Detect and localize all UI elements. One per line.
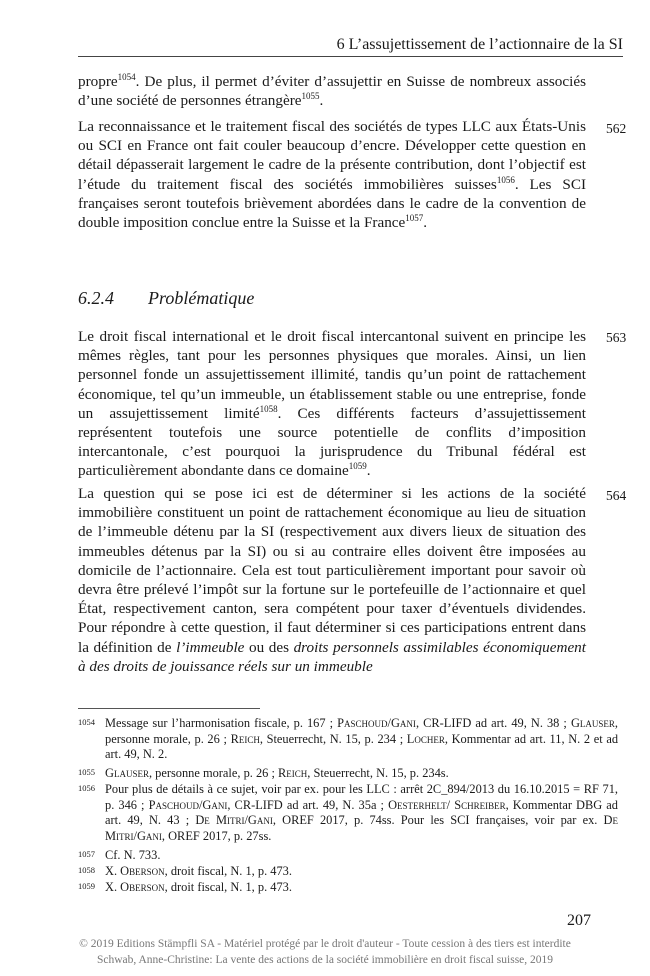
copyright-line-1: © 2019 Editions Stämpfli SA - Matériel protégé par le droit d'auteur - Toute cession à des tiers est interdite <box>79 938 571 950</box>
footnote-text: Cf. N. 733. <box>105 848 161 862</box>
footnote-number: 1058 <box>78 865 95 875</box>
footnote-1059 <box>78 880 618 896</box>
section-title: Problématique <box>148 288 255 308</box>
running-header-title: 6 L’assujettissement de l’actionnaire de la SI <box>336 36 623 53</box>
copyright-line-2: Schwab, Anne-Christine: La vente des actions de la société immobilière en droit fiscal suisse, 2019 <box>96 954 554 966</box>
footnote-number: 1055 <box>78 767 95 777</box>
footnote-text: Pour plus de détails à ce sujet, voir par ex. pour les LLC : arrêt 2C_894/2013 du 16.10.2015 = RF 71, p. 346 ; Paschoud/Gani, CR-LIFD ad art. 49, N. 35a ; Oesterhelt/ Schreiber, Kommentar DBG ad art. 49, N. 43 ; De Mitri/Gani, OREF 2017, p. 74ss. Pour les SCI françaises, voir par ex. De Mitri/Gani, OREF 2017, p. 27ss. <box>105 782 618 843</box>
footnote-1057 <box>78 848 618 864</box>
footnote-divider <box>78 708 260 709</box>
footnote-text: X. Oberson, droit fiscal, N. 1, p. 473. <box>105 864 292 878</box>
margin-number-564: 564 <box>606 488 627 503</box>
margin-number-562: 562 <box>606 121 627 136</box>
footnote-number: 1054 <box>78 717 95 727</box>
footnote-1056 <box>78 782 618 844</box>
paragraph-563: Le droit fiscal international et le droit fiscal intercantonal suivent en principe les mêmes règles, tant pour les personnes physiques que morales. Ainsi, un lien personnel fonde un assujettissement illimité, tandis qu’un point de rattachement économique, tel qu’un immeuble, un établissement stable ou une entreprise, fonde un assujettissement limité$^{1058}$. Ces différents facteurs d’assujettissement représentent toutefois une source potentielle de conflits d’imposition intercantonale, c’est pourquoi la jurisprudence du Tribunal fédéral est particulièrement abondante dans ce domaine$^{1059}$. <box>78 328 586 480</box>
paragraph-continuation: propre$^{1054}$. De plus, il permet d’éviter d’assujettir en Suisse de nombreux associés d’une société de personnes étrangère$^{1055}$. <box>78 72 586 110</box>
paragraph-564: La question qui se pose ici est de déterminer si les actions de la société immobilière constituent un point de rattachement économique au lieu de situation de l’immeuble détenu par la SI (respectivement aux divers lieux de situation des immeubles détenus par la SI) ou si au contraire elles doivent être imposées au domicile de l’actionnaire. Cela est tout particulièrement important pour savoir où devra être prélevé l’impôt sur la fortune sur le portefeuille de l’actionnaire et quel État, respectivement canton, sera compétent pour taxer d’éventuels dividendes. Pour répondre à cette question, il faut déterminer si ces participations entrent dans la définition de l’immeuble ou des droits personnels assimilables économiquement à des droits de jouissance réels sur un immeuble <box>78 485 586 675</box>
footnote-1055 <box>78 766 618 782</box>
footnote-text: X. Oberson, droit fiscal, N. 1, p. 473. <box>105 880 292 894</box>
footnote-1054 <box>78 716 618 763</box>
footnote-text: Message sur l’harmonisation fiscale, p. 167 ; Paschoud/Gani, CR-LIFD ad art. 49, N. 38 ; Glauser, personne morale, p. 26 ; Reich, Steuerrecht, N. 15, p. 234 ; Locher, Kommentar ad art. 11, N. 2 et ad art. 49, N. 2. <box>105 716 619 762</box>
section-number: 6.2.4 <box>78 288 114 308</box>
margin-number-563: 563 <box>606 330 627 345</box>
section-heading <box>78 288 254 309</box>
footnote-text: Glauser, personne morale, p. 26 ; Reich, Steuerrecht, N. 15, p. 234s. <box>105 766 449 780</box>
footnote-number: 1057 <box>78 849 95 859</box>
running-header <box>78 26 623 57</box>
paragraph-562: La reconnaissance et le traitement fiscal des sociétés de types LLC aux États-Unis ou SCI en France ont fait couler beaucoup d’encre. Développer cette question en détail dépasserait largement le cadre de la présente contribution, dont l’objectif est l’étude du traitement fiscal des sociétés immobilières suisses$^{1056}$. Les SCI françaises seront toutefois brièvement abordées dans le cadre de la convention de double imposition conclue entre la Suisse et la France$^{1057}$. <box>78 118 587 232</box>
footnote-1058 <box>78 864 618 880</box>
page-number: 207 <box>567 912 591 929</box>
footnote-number: 1056 <box>78 783 95 793</box>
footnote-number: 1059 <box>78 881 95 891</box>
